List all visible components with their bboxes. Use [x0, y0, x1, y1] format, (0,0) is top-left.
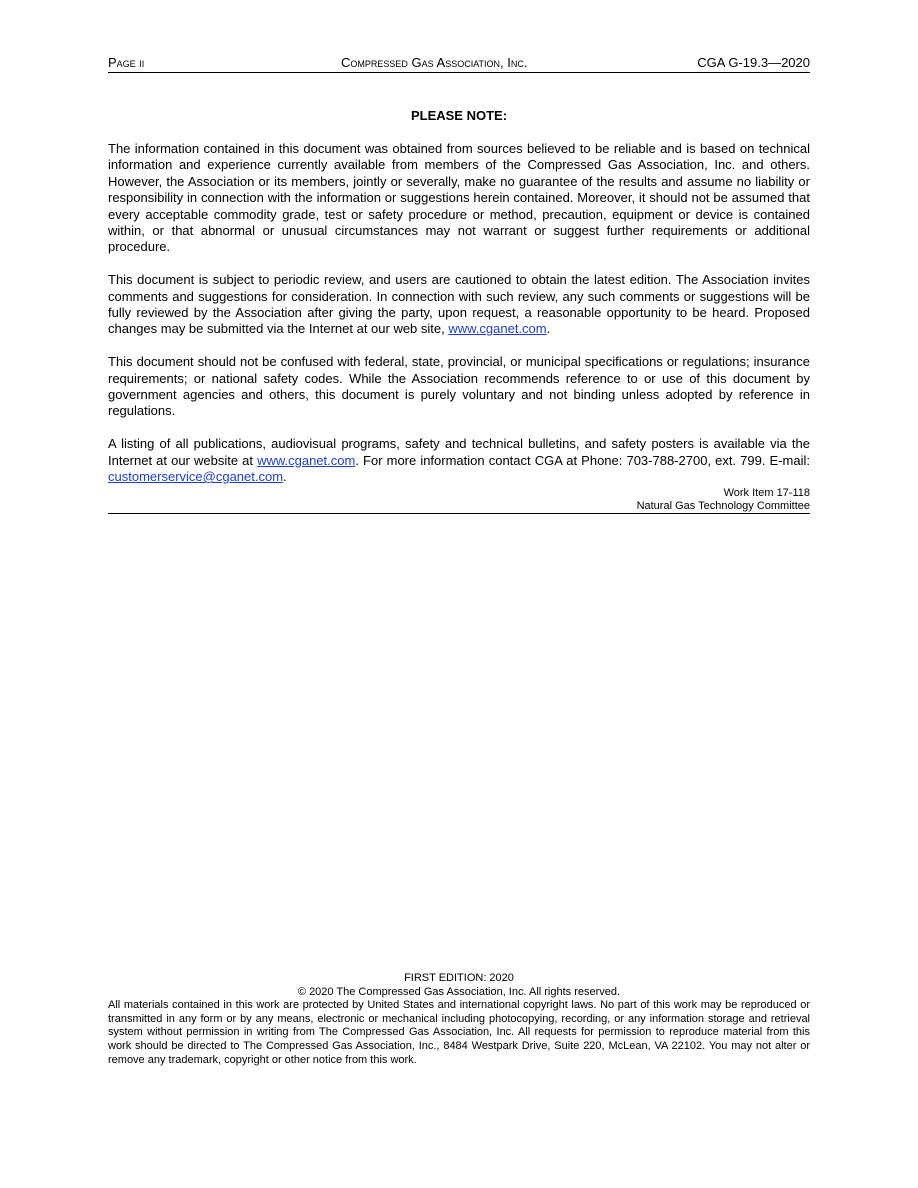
running-header: [108, 55, 810, 73]
website-link[interactable]: www.cganet.com: [448, 321, 547, 337]
notice-body: [108, 141, 810, 485]
publications-text: A listing of all publications, audiovisual programs, safety and technical bulletins, and safety posters is available via the Internet at our website at: [108, 436, 810, 468]
notice-paragraph-regulations: This document should not be confused with federal, state, provincial, or municipal specifications or regulations; insurance requirements; or national safety codes. While the Association recommends reference to or use of this document by government agencies and others, this document is purely voluntary and not binding unless adopted by reference in regulations.: [108, 354, 810, 419]
committee-name: Natural Gas Technology Committee: [108, 500, 810, 514]
review-period: .: [546, 321, 551, 337]
copyright-line: © 2020 The Compressed Gas Association, Inc. All rights reserved.: [297, 985, 621, 998]
work-item-block: [108, 486, 810, 514]
notice-paragraph-review: [108, 272, 810, 338]
document-page: [108, 0, 810, 1188]
email-link[interactable]: customerservice@cganet.com: [108, 469, 284, 485]
copyright-notice: All materials contained in this work are protected by United States and international copyright laws. No part of this work may be reproduced or transmitted in any form or by any means, electronic or mechanical including photocopying, recording, or any information storage and retrieval system without permission in writing from The Compressed Gas Association, Inc. All requests for permission to reproduce material from this work should be directed to The Compressed Gas Association, Inc., 8484 Westpark Drive, Suite 220, McLean, VA 22102. You may not alter or remove any trademark, copyright or other notice from this work.: [108, 999, 810, 1066]
document-id: CGA G-19.3—2020: [697, 55, 810, 70]
work-item-number: Work Item 17-118: [723, 487, 810, 499]
contact-text: . For more information contact CGA at Phone: 703-788-2700, ext. 799. E-mail:: [355, 452, 810, 468]
organization-name: Compressed Gas Association, Inc.: [341, 55, 528, 70]
edition-line: FIRST EDITION: 2020: [404, 972, 514, 984]
review-text: This document is subject to periodic review, and users are cautioned to obtain the latest edition. The Association invites comments and suggestions for consideration. In connection with such review, any such comments or suggestions will be fully reviewed by the Association after giving the party, upon request, a reasonable opportunity to be heard. Proposed changes may be submitted via the Internet at our web site,: [108, 272, 810, 337]
copyright-footer: [108, 972, 810, 1067]
notice-paragraph-publications: [108, 436, 810, 485]
notice-paragraph-reliability: The information contained in this document was obtained from sources believed to be reliable and is based on technical information and experience currently available from members of the Compressed Gas Association, Inc. and others. However, the Association or its members, jointly or severally, make no guarantee of the results and assume no liability or responsibility in connection with the information or suggestions herein contained. Moreover, it should not be assumed that every acceptable commodity grade, test or safety procedure or method, precaution, equipment or device is contained within, or that abnormal or unusual circumstances may not warrant or suggest further requirements or additional procedure.: [108, 141, 810, 255]
page-number: Page ii: [108, 55, 145, 70]
contact-period: .: [283, 469, 287, 485]
website-link-2[interactable]: www.cganet.com: [257, 452, 356, 468]
notice-title: PLEASE NOTE:: [410, 108, 508, 123]
